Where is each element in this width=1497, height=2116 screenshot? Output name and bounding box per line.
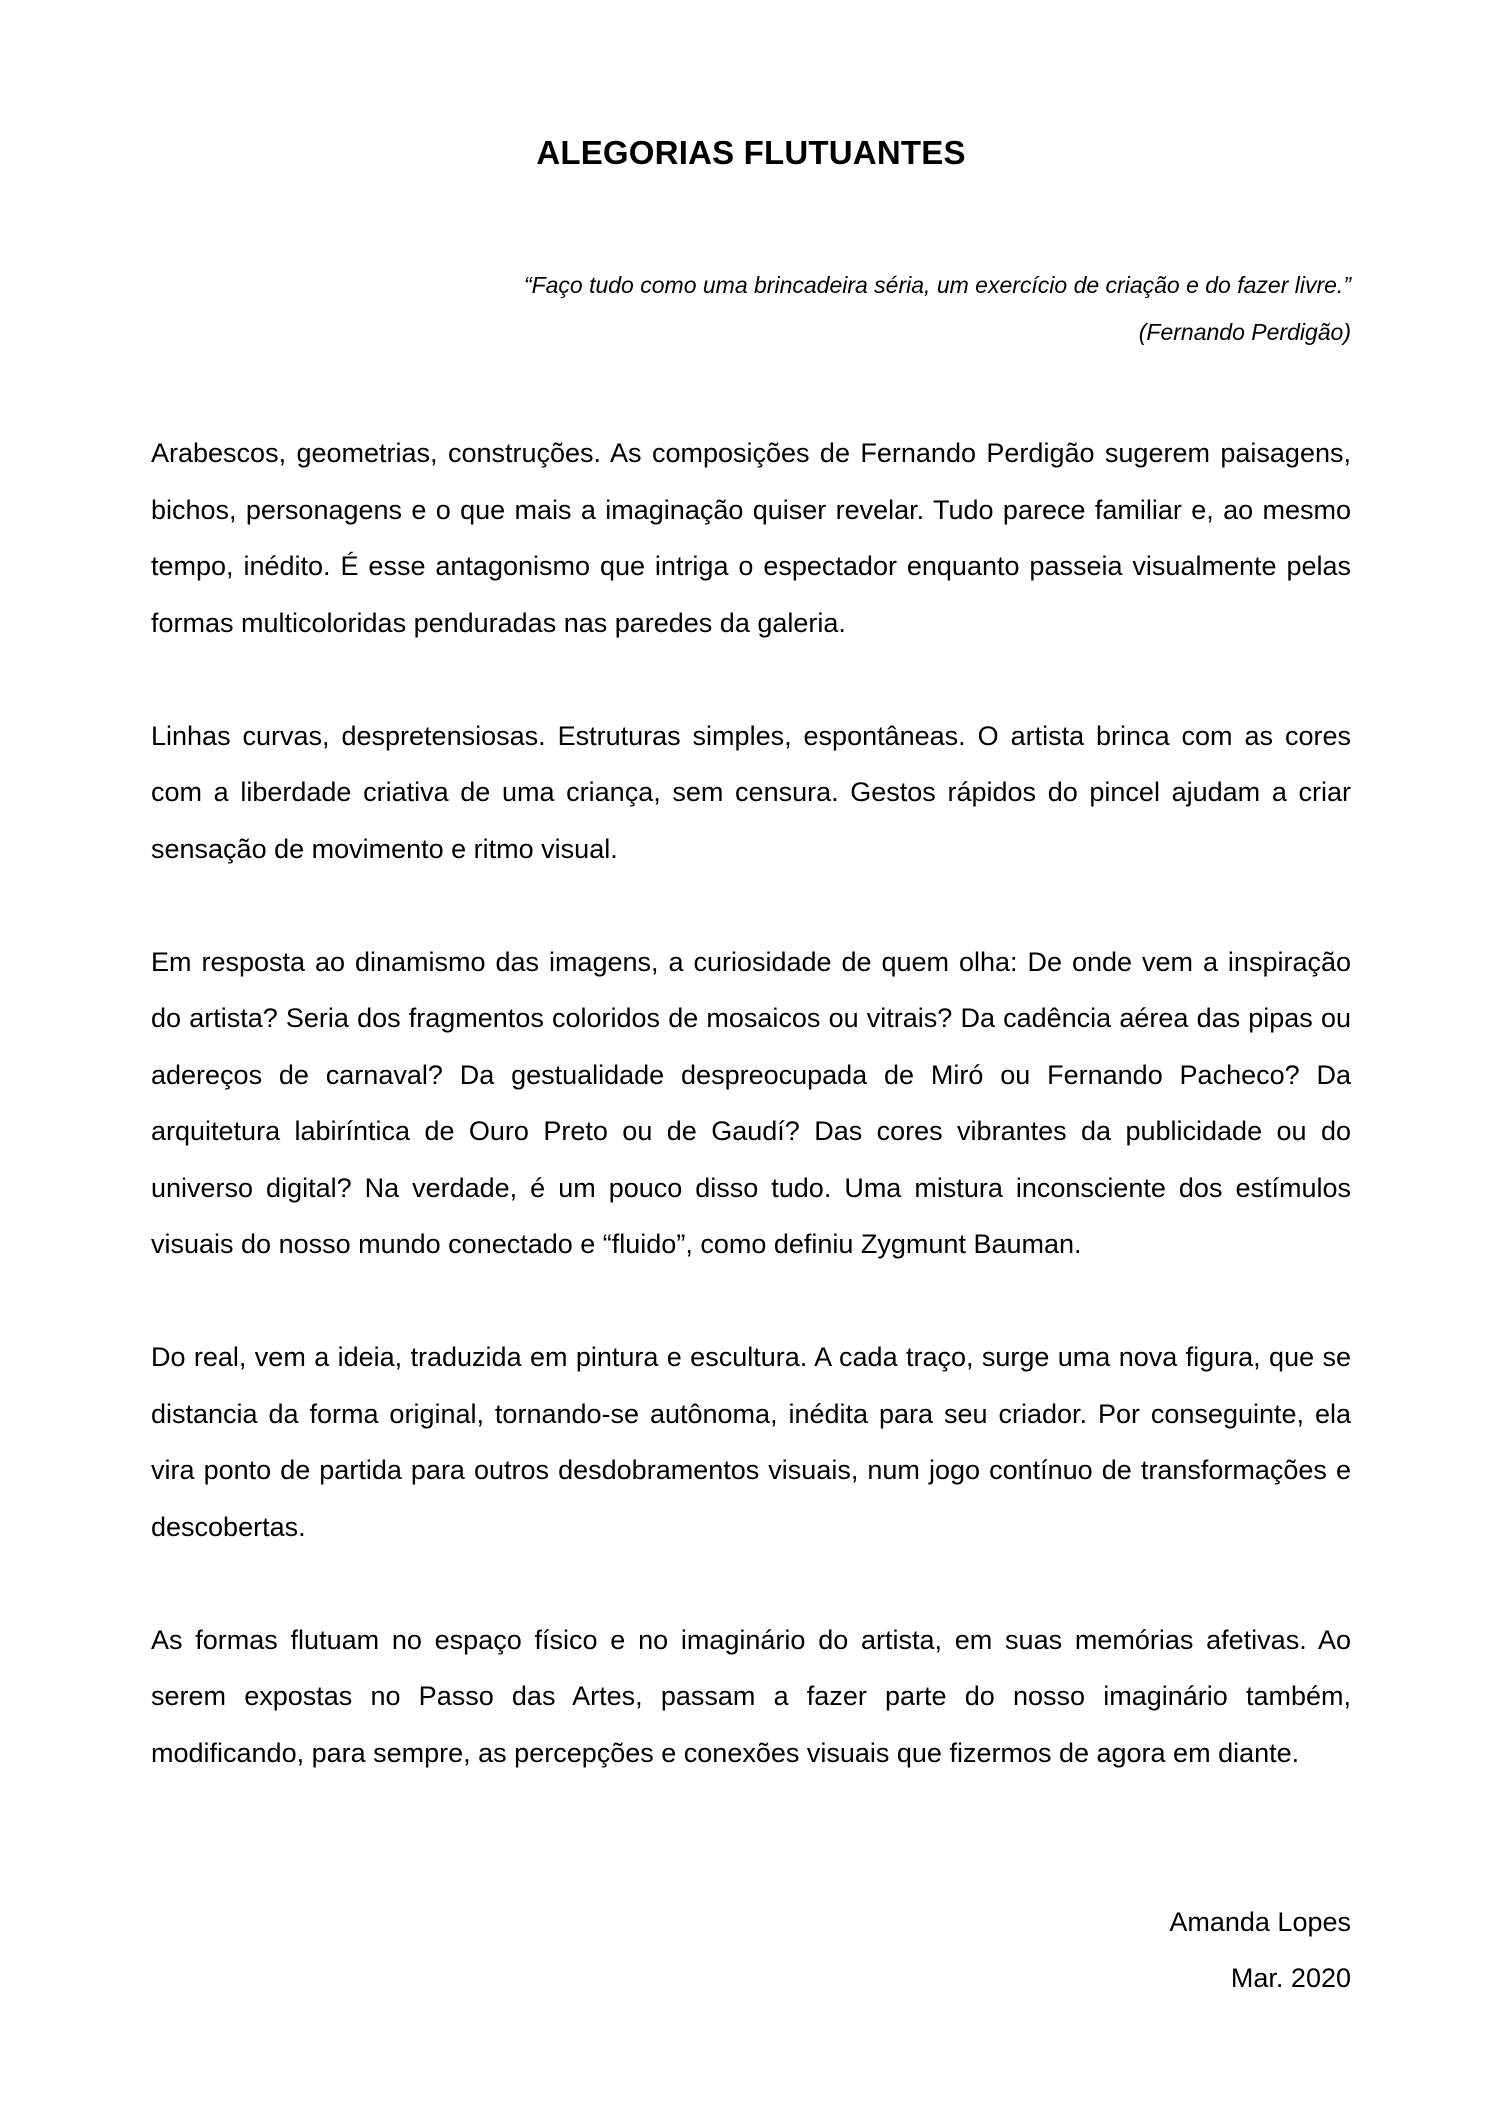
paragraph: As formas flutuam no espaço físico e no imaginário do artista, em suas memórias afetivas. Ao serem expostas no Passo das Artes, passam a fazer parte do nosso imaginário também, modificando, para sempre, as percepções e conexões visuais que fizermos de agora em diante. xyxy=(151,1624,1351,1768)
epigraph xyxy=(251,262,1351,356)
signature-date: Mar. 2020 xyxy=(1230,1963,1351,1993)
document-page xyxy=(151,0,1351,2116)
signature-block xyxy=(751,1894,1351,2006)
epigraph-attribution: (Fernando Perdigão) xyxy=(1138,319,1351,345)
paragraph: Em resposta ao dinamismo das imagens, a curiosidade de quem olha: De onde vem a inspiração do artista? Seria dos fragmentos coloridos de mosaicos ou vitrais? Da cadência aérea das pipas ou adereços de carnaval? Da gestualidade despreocupada de Miró ou Fernando Pacheco? Da arquitetura labiríntica de Ouro Preto ou de Gaudí? Das cores vibrantes da publicidade ou do universo digital? Na verdade, é um pouco disso tudo. Uma mistura inconsciente dos estímulos visuais do nosso mundo conectado e “fluido”, como definiu Zygmunt Bauman. xyxy=(151,946,1351,1259)
document-title: ALEGORIAS FLUTUANTES xyxy=(536,134,966,171)
paragraph: Do real, vem a ideia, traduzida em pintura e escultura. A cada traço, surge uma nova figura, que se distancia da forma original, tornando-se autônoma, inédita para seu criador. Por conseguinte, ela vira ponto de partida para outros desdobramentos visuais, num jogo contínuo de transformações e descobertas. xyxy=(151,1342,1351,1542)
epigraph-quote: “Faço tudo como uma brincadeira séria, um exercício de criação e do fazer livre.” xyxy=(523,272,1351,298)
paragraph: Arabescos, geometrias, construções. As composições de Fernando Perdigão sugerem paisagens, bichos, personagens e o que mais a imaginação quiser revelar. Tudo parece familiar e, ao mesmo tempo, inédito. É esse antagonismo que intriga o espectador enquanto passeia visualmente pelas formas multicoloridas penduradas nas paredes da galeria. xyxy=(151,438,1351,638)
document-body xyxy=(151,425,1351,1838)
paragraph: Linhas curvas, despretensiosas. Estruturas simples, espontâneas. O artista brinca com as cores com a liberdade criativa de uma criança, sem censura. Gestos rápidos do pincel ajudam a criar sensação de movimento e ritmo visual. xyxy=(151,720,1351,864)
signature-author: Amanda Lopes xyxy=(1169,1907,1351,1937)
